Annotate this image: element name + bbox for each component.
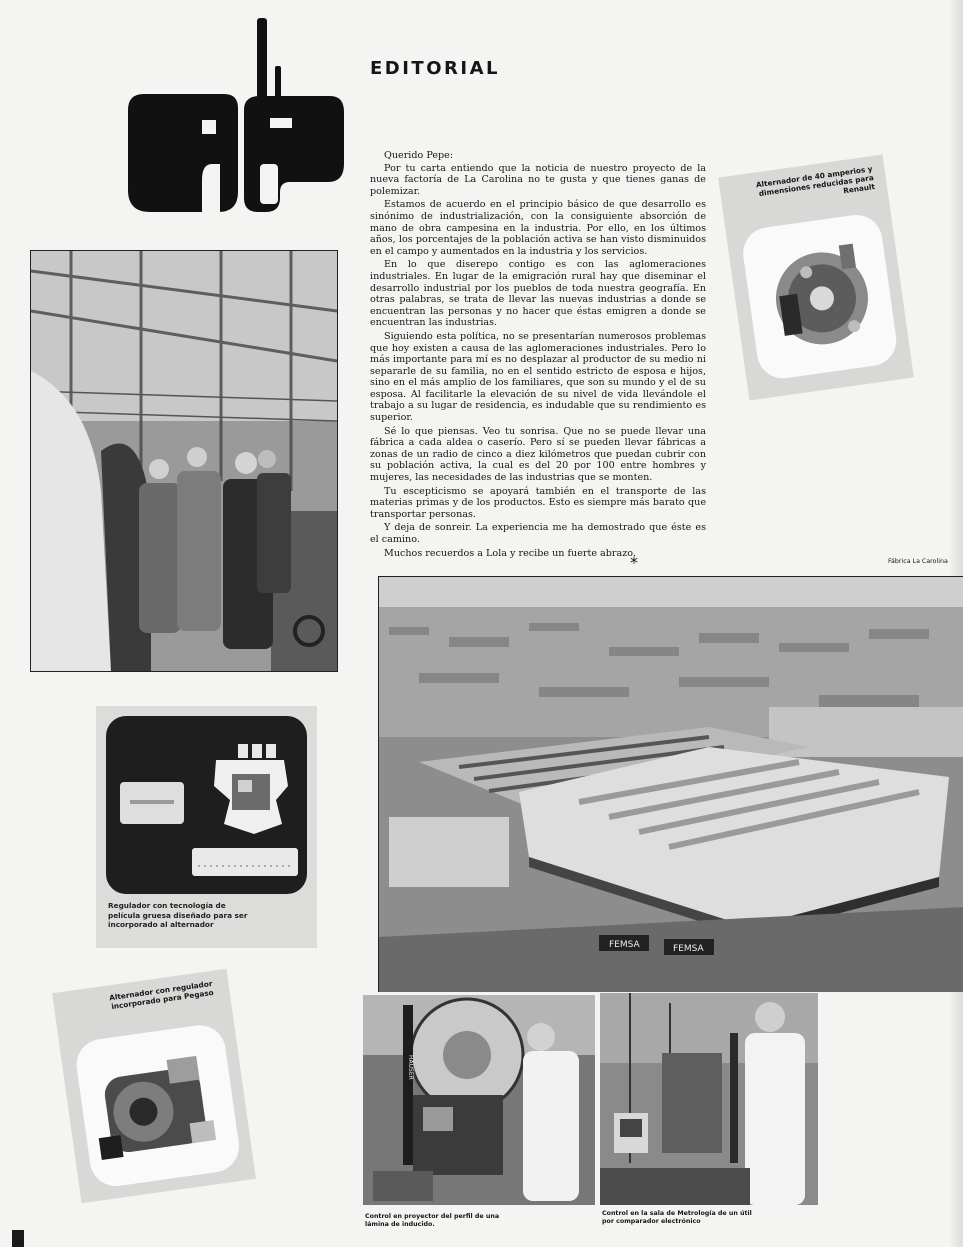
factory-caption: Fábrica La Carolina (888, 558, 948, 565)
letter-paragraph: Tu escepticismo se apoyará también en el transporte de las materias primas y de los productos. Esto es siempre más barato que transportar personas. (370, 485, 706, 520)
page-number-mark (12, 1230, 24, 1247)
letter-paragraph: Estamos de acuerdo en el principio básico de que desarrollo es sinónimo de industrialización, con la consiguiente absorción de mano de obra campesina en la industria. Por ello, en los últimos años, los porcentajes de la población activa se han visto disminuidos en el campo y aumentados en la industria y los servicios. (370, 199, 706, 257)
alternator-pegaso-image (73, 1022, 242, 1189)
factory-sign-2: FEMSA (673, 944, 704, 954)
alternator-renault-card (718, 155, 914, 401)
alternator-renault-image (740, 212, 900, 382)
separator-asterisk: * (630, 553, 638, 572)
letter-paragraph: Y deja de sonreir. La experiencia me ha demostrado que éste es el camino. (370, 522, 706, 545)
letter-paragraph: Por tu carta entiendo que la noticia de nuestro proyecto de la nueva factoría de La Carolina no te gusta y que tienes ganas de polemizar. (370, 162, 706, 197)
factory-visit-photo (30, 250, 338, 672)
letter-greeting: Querido Pepe: (384, 150, 454, 161)
regulator-image (106, 716, 307, 894)
alternator-renault-caption: Alternador de 40 amperios y dimensiones reducidas para Renault (755, 164, 876, 199)
factory-sign-1: FEMSA (609, 940, 640, 950)
letter-paragraph: Siguiendo esta política, no se presentarían numerosos problemas que hoy existen a causa de las aglomeraciones industriales. Pero lo más importante para mí es no desplazar al productor de su medio ni separarle de su familia, no en el sentido estricto de esposa e hijos, sino en el más amplio de los familiares, que son su mundo y el de su esposa. Al facilitarle la elevación de su nivel de vida llevándole el trabajo a su lugar de residencia, es indudable que su rendimiento es superior. (370, 330, 706, 424)
lab-metrology-caption: Control en la sala de Metrología de un útil por comparador electrónico (602, 1210, 752, 1225)
machine-brand: HAUSER (407, 1055, 414, 1080)
regulator-caption: Regulador con tecnología de película gruesa diseñado para ser incorporado al alternador (108, 901, 248, 929)
letter-closing: Muchos recuerdos a Lola y recibe un fuerte abrazo. (384, 547, 636, 559)
editorial-letter (370, 150, 706, 561)
magazine-logo (120, 14, 350, 220)
alternator-pegaso-card (52, 969, 256, 1203)
letter-paragraph: Sé lo que piensas. Veo tu sonrisa. Que no se puede llevar una fábrica a cada aldea o caserío. Pero sí se pueden llevar fábricas a zonas de un radio de cinco a diez kilómetros que puedan cubrir con su población activa, la cual es del 20 por 100 entre hombres y mujeres, las necesidades de las industrias que se monten. (370, 425, 706, 484)
lab-projector-photo (363, 995, 595, 1205)
letter-paragraph: En lo que diserepo contigo es con las aglomeraciones industriales. En lugar de la emigración rural hay que diseminar el desarrollo industrial por los pueblos de toda nuestra geografía. En otras palabras, se trata de llevar las nuevas industrias a donde se encuentran las personas y no hacer que éstas emigren a donde se encuentran las industrias. (370, 259, 706, 329)
alternator-pegaso-caption: Alternador con regulador incorporado para Pegaso (108, 978, 215, 1012)
factory-aerial-photo (378, 576, 963, 992)
lab-projector-caption: Control en proyector del perfil de una lámina de inducido. (365, 1213, 500, 1228)
page-title: EDITORIAL (370, 58, 500, 79)
lab-metrology-photo (600, 993, 818, 1205)
regulator-card (96, 706, 317, 948)
